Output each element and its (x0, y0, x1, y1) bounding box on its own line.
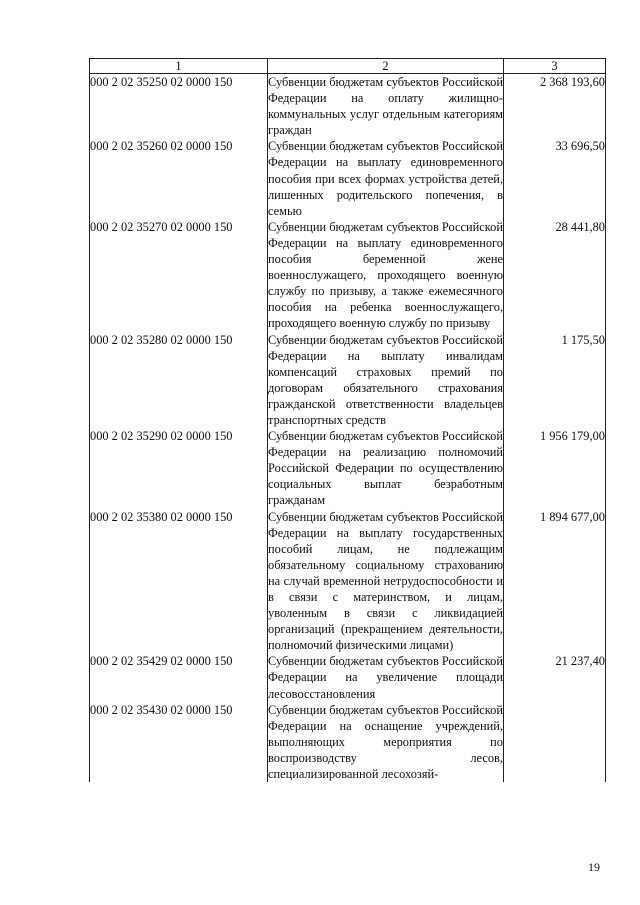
budget-table (89, 58, 606, 782)
row-amount: 1 175,50 (504, 332, 606, 429)
table-row (90, 219, 606, 332)
row-description: Субвенции бюджетам субъектов Российской Федерации на выплату инвалидам компенсаций страховых премий по договорам обязательного страхования гражданской ответственности владельцев транспортных средств (268, 332, 503, 427)
column-header-description: 2 (268, 59, 504, 74)
row-description: Субвенции бюджетам субъектов Российской Федерации на оплату жилищно-коммунальных услуг отдельным категориям граждан (268, 75, 503, 138)
column-header-amount: 3 (504, 59, 606, 74)
table-row (90, 509, 606, 654)
column-header-code: 1 (90, 59, 268, 74)
budget-code: 000 2 02 35270 02 0000 150 (90, 219, 268, 332)
budget-code: 000 2 02 35380 02 0000 150 (90, 509, 268, 654)
page-number: 19 (588, 860, 600, 874)
table-row (90, 653, 606, 701)
row-amount: 21 237,40 (504, 653, 606, 701)
budget-code: 000 2 02 35280 02 0000 150 (90, 332, 268, 429)
row-amount: 1 956 179,00 (504, 428, 606, 508)
row-description: Субвенции бюджетам субъектов Российской Федерации на увеличение площади лесовосстановления (268, 654, 503, 701)
table-row (90, 74, 606, 139)
row-description: Субвенции бюджетам субъектов Российской Федерации на выплату единовременного пособия при всех формах устройства детей, лишенных родительского попечения, в семью (268, 139, 503, 218)
row-description: Субвенции бюджетам субъектов Российской Федерации на выплату государственных пособий лицам, не подлежащим обязательному социальному страхованию на случай временной нетрудоспособности и в связи с материнством, и лицам, уволенным в связи с ликвидацией организаций (прекращением деятельности, полномочий физическими лицами) (268, 509, 503, 653)
budget-code: 000 2 02 35290 02 0000 150 (90, 428, 268, 508)
table-row (90, 138, 606, 218)
budget-code: 000 2 02 35430 02 0000 150 (90, 702, 268, 782)
table-row (90, 428, 606, 508)
row-amount: 28 441,80 (504, 219, 606, 332)
budget-code: 000 2 02 35429 02 0000 150 (90, 653, 268, 701)
row-amount (504, 702, 606, 782)
row-description: Субвенции бюджетам субъектов Российской Федерации на реализацию полномочий Российской Федерации по осуществлению социальных выплат безработным гражданам (268, 429, 503, 508)
row-amount: 33 696,50 (504, 138, 606, 218)
row-amount: 2 368 193,60 (504, 74, 606, 139)
row-amount: 1 894 677,00 (504, 509, 606, 654)
budget-code: 000 2 02 35250 02 0000 150 (90, 74, 268, 139)
row-description: Субвенции бюджетам субъектов Российской Федерации на оснащение учреждений, выполняющих мероприятия по воспроизводству лесов, специализированной лесохозяй- (268, 702, 503, 782)
table-row (90, 332, 606, 429)
table-header-row (90, 59, 606, 74)
row-description: Субвенции бюджетам субъектов Российской Федерации на выплату единовременного пособия беременной жене военнослужащего, проходящего военную службу по призыву, а также ежемесячного пособия на ребенка военнослужащего, проходящего военную службу по призыву (268, 219, 503, 331)
table-row (90, 702, 606, 782)
budget-code: 000 2 02 35260 02 0000 150 (90, 138, 268, 218)
